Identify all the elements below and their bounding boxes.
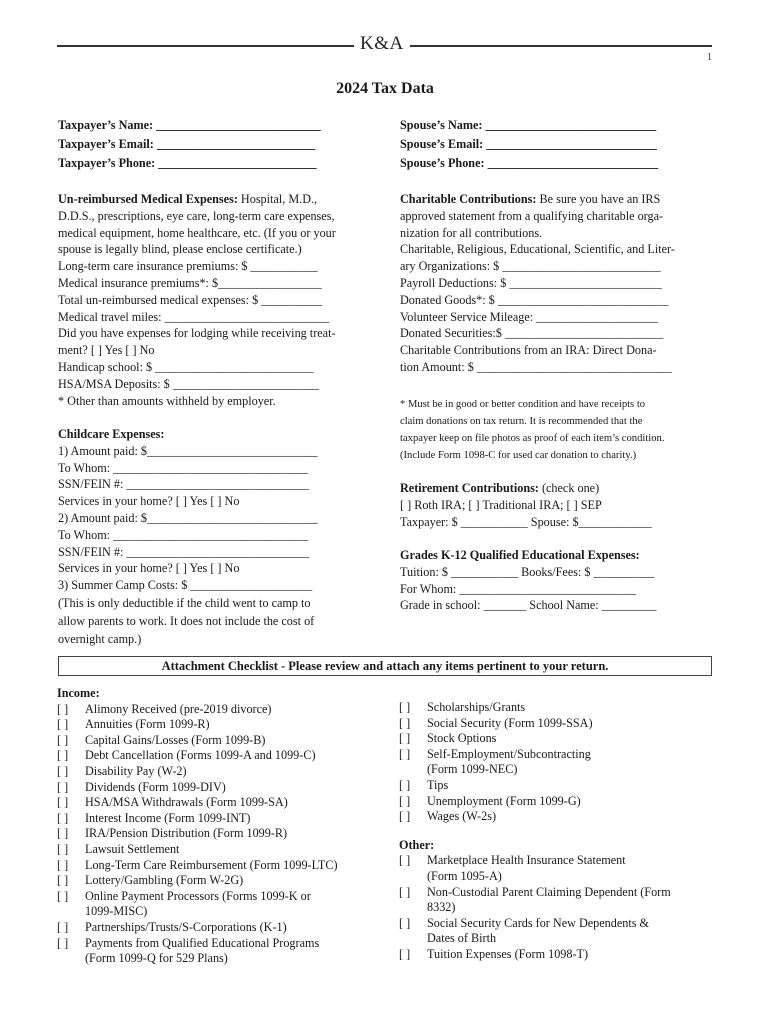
note-line: * Must be in good or better condition and have receipts to bbox=[400, 399, 646, 410]
donated-goods-field[interactable]: Donated Goods*: $ ____________________________ bbox=[400, 292, 669, 307]
checkbox[interactable]: [ ] bbox=[399, 793, 411, 808]
checkbox[interactable]: [ ] bbox=[399, 731, 411, 746]
medical-line: medical equipment, home healthcare, etc. (If you or your bbox=[58, 225, 336, 240]
checklist-item-label: Dates of Birth bbox=[427, 931, 497, 946]
charitable-first-line bbox=[400, 191, 715, 208]
checklist-item-label: IRA/Pension Distribution (Form 1099-R) bbox=[85, 826, 288, 841]
ira-donation-label: Charitable Contributions from an IRA: Direct Dona- bbox=[400, 343, 657, 358]
income-checklist-item[interactable] bbox=[399, 778, 719, 794]
k12-tuition-field[interactable]: Tuition: $ ___________ Books/Fees: $ __________ bbox=[400, 564, 655, 579]
checkbox[interactable]: [ ] bbox=[399, 715, 411, 730]
company-logo: K&A bbox=[360, 33, 404, 54]
income-checklist-item[interactable] bbox=[57, 795, 387, 811]
other-checklist-item[interactable] bbox=[399, 853, 719, 884]
header-rule-left bbox=[57, 45, 354, 47]
checkbox[interactable]: [ ] bbox=[57, 763, 69, 778]
other-checklist-item[interactable] bbox=[399, 916, 719, 947]
retirement-heading-line bbox=[400, 480, 715, 497]
hsa-msa-field[interactable]: HSA/MSA Deposits: $ ________________________ bbox=[58, 376, 320, 391]
other-heading: Other: bbox=[399, 837, 435, 852]
checklist-item-label: HSA/MSA Withdrawals (Form 1099-SA) bbox=[85, 795, 288, 810]
camp-note: overnight camp.) bbox=[58, 631, 142, 646]
medical-miles-field[interactable]: Medical travel miles: ___________________________ bbox=[58, 309, 330, 324]
donated-securities-field[interactable]: Donated Securities:$ __________________________ bbox=[400, 326, 664, 341]
childcare-home-1-yes-no[interactable]: Services in your home? [ ] Yes [ ] No bbox=[58, 494, 240, 509]
medical-line: spouse is legally blind, please enclose certificate.) bbox=[58, 242, 302, 257]
medical-section bbox=[58, 191, 388, 409]
income-checklist-item[interactable] bbox=[57, 842, 387, 858]
charitable-section bbox=[400, 191, 715, 376]
checklist-item-label: Unemployment (Form 1099-G) bbox=[427, 793, 581, 808]
checklist-banner: Attachment Checklist - Please review and attach any items pertinent to your return. bbox=[58, 656, 712, 676]
retirement-heading: Retirement Contributions: bbox=[400, 481, 539, 495]
checklist-item-label: Payments from Qualified Educational Programs bbox=[85, 935, 320, 950]
childcare-section bbox=[58, 426, 388, 648]
charitable-intro: Be sure you have an IRS bbox=[536, 192, 661, 206]
childcare-ssn-2-field[interactable]: SSN/FEIN #: ______________________________ bbox=[58, 544, 310, 559]
income-checklist-item[interactable] bbox=[57, 858, 387, 874]
checkbox[interactable]: [ ] bbox=[57, 810, 69, 825]
checklist-item-label: Online Payment Processors (Forms 1099-K or bbox=[85, 888, 311, 903]
checklist-item-label: Tuition Expenses (Form 1098-T) bbox=[427, 946, 589, 961]
checklist-item-label: Self-Employment/Subcontracting bbox=[427, 746, 591, 761]
childcare-whom-2-field[interactable]: To Whom: ________________________________ bbox=[58, 527, 309, 542]
checkbox[interactable]: [ ] bbox=[57, 795, 69, 810]
income-heading: Income: bbox=[57, 686, 100, 700]
checkbox[interactable]: [ ] bbox=[57, 701, 69, 716]
charitable-line: nization for all contributions. bbox=[400, 225, 543, 240]
checkbox[interactable]: [ ] bbox=[57, 841, 69, 856]
taxpayer-phone-field[interactable]: Taxpayer’s Phone: __________________________ bbox=[58, 156, 317, 170]
note-line: claim donations on tax return. It is recommended that the bbox=[400, 416, 643, 427]
childcare-ssn-1-field[interactable]: SSN/FEIN #: ______________________________ bbox=[58, 477, 310, 492]
childcare-home-2-yes-no[interactable]: Services in your home? [ ] Yes [ ] No bbox=[58, 561, 240, 576]
charitable-heading: Charitable Contributions: bbox=[400, 192, 537, 206]
checkbox[interactable]: [ ] bbox=[57, 826, 69, 841]
checklist-item-label: Dividends (Form 1099-DIV) bbox=[85, 779, 226, 794]
page-number: 1 bbox=[707, 52, 712, 63]
checklist-item-label: (Form 1099-Q for 529 Plans) bbox=[85, 951, 228, 966]
spouse-email-field[interactable]: Spouse’s Email: ____________________________ bbox=[400, 137, 657, 151]
camp-note: allow parents to work. It does not include the cost of bbox=[58, 613, 315, 628]
checklist-item-label: Lottery/Gambling (Form W-2G) bbox=[85, 873, 244, 888]
childcare-amount-1-field[interactable]: 1) Amount paid: $____________________________ bbox=[58, 443, 318, 458]
income-checklist-item[interactable] bbox=[399, 700, 719, 716]
volunteer-mileage-field[interactable]: Volunteer Service Mileage: ____________________ bbox=[400, 309, 659, 324]
medical-footnote: * Other than amounts withheld by employer. bbox=[58, 393, 276, 408]
checkbox[interactable]: [ ] bbox=[57, 919, 69, 934]
other-checklist-item[interactable] bbox=[399, 947, 719, 963]
checklist-item-label: (Form 1095-A) bbox=[427, 868, 502, 883]
charitable-orgs-field[interactable]: ary Organizations: $ __________________________ bbox=[400, 259, 661, 274]
childcare-heading: Childcare Expenses: bbox=[58, 427, 165, 441]
payroll-deductions-field[interactable]: Payroll Deductions: $ _________________________ bbox=[400, 275, 662, 290]
checkbox[interactable]: [ ] bbox=[57, 748, 69, 763]
page-title: 2024 Tax Data bbox=[336, 80, 434, 97]
retirement-heading-suffix: (check one) bbox=[538, 481, 600, 495]
ltc-premiums-field[interactable]: Long-term care insurance premiums: $ ___________ bbox=[58, 259, 318, 274]
checklist-item-label: Debt Cancellation (Forms 1099-A and 1099-C) bbox=[85, 748, 316, 763]
header-rule-right bbox=[410, 45, 712, 47]
checklist-item-label: Social Security (Form 1099-SSA) bbox=[427, 715, 593, 730]
k12-grade-field[interactable]: Grade in school: _______ School Name: _________ bbox=[400, 598, 657, 613]
checkbox[interactable]: [ ] bbox=[57, 935, 69, 950]
checklist-item-label: Partnerships/Trusts/S-Corporations (K-1) bbox=[85, 919, 287, 934]
income-checklist-item[interactable] bbox=[57, 764, 387, 780]
childcare-amount-2-field[interactable]: 2) Amount paid: $____________________________ bbox=[58, 510, 318, 525]
income-checklist-item[interactable] bbox=[57, 748, 387, 764]
checkbox[interactable]: [ ] bbox=[57, 779, 69, 794]
taxpayer-name-field[interactable]: Taxpayer’s Name: ___________________________ bbox=[58, 118, 321, 132]
income-checklist-item[interactable] bbox=[57, 873, 387, 889]
checkbox[interactable]: [ ] bbox=[57, 732, 69, 747]
checkbox[interactable]: [ ] bbox=[399, 777, 411, 792]
checklist-item-label: Lawsuit Settlement bbox=[85, 841, 180, 856]
income-checklist-item[interactable] bbox=[57, 733, 387, 749]
checklist-item-label: Non-Custodial Parent Claiming Dependent (Form bbox=[427, 884, 671, 899]
spouse-name-field[interactable]: Spouse’s Name: ____________________________ bbox=[400, 118, 657, 132]
checkbox[interactable]: [ ] bbox=[399, 915, 411, 930]
checkbox[interactable]: [ ] bbox=[399, 809, 411, 824]
checklist-item-label: (Form 1099-NEC) bbox=[427, 762, 518, 777]
note-line: (Include Form 1098-C for used car donation to charity.) bbox=[400, 450, 637, 461]
retirement-section bbox=[400, 480, 715, 530]
checklist-item-label: Wages (W-2s) bbox=[427, 809, 497, 824]
checkbox[interactable]: [ ] bbox=[57, 873, 69, 888]
checklist-item-label: 8332) bbox=[427, 900, 456, 915]
summer-camp-field[interactable]: 3) Summer Camp Costs: $ ____________________ bbox=[58, 578, 313, 593]
checkbox[interactable]: [ ] bbox=[57, 717, 69, 732]
note-line: taxpayer keep on file photos as proof of each item’s condition. bbox=[400, 433, 665, 444]
total-medical-field[interactable]: Total un-reimbursed medical expenses: $ __________ bbox=[58, 292, 323, 307]
k12-heading: Grades K-12 Qualified Educational Expenses: bbox=[400, 548, 640, 562]
handicap-school-field[interactable]: Handicap school: $ __________________________ bbox=[58, 359, 314, 374]
checklist-item-label: Marketplace Health Insurance Statement bbox=[427, 853, 626, 868]
income-checklist-item[interactable] bbox=[57, 936, 387, 967]
checkbox[interactable]: [ ] bbox=[399, 700, 411, 714]
camp-note: (This is only deductible if the child went to camp to bbox=[58, 595, 311, 610]
k12-section bbox=[400, 547, 715, 614]
checkbox[interactable]: [ ] bbox=[399, 946, 411, 961]
lodging-question: Did you have expenses for lodging while receiving treat- bbox=[58, 326, 336, 341]
income-checklist-item[interactable] bbox=[57, 780, 387, 796]
income-checklist-item[interactable] bbox=[57, 811, 387, 827]
checkbox[interactable]: [ ] bbox=[57, 888, 69, 903]
ira-donation-field[interactable]: tion Amount: $ ________________________________ bbox=[400, 359, 672, 374]
medical-heading: Un-reimbursed Medical Expenses: bbox=[58, 192, 238, 206]
checklist-item-label: Tips bbox=[427, 777, 449, 792]
checklist-item-label: Interest Income (Form 1099-INT) bbox=[85, 810, 251, 825]
checklist-item-label: Stock Options bbox=[427, 731, 497, 746]
retirement-amounts-field[interactable]: Taxpayer: $ ___________ Spouse: $____________ bbox=[400, 514, 652, 529]
charitable-line: approved statement from a qualifying charitable orga- bbox=[400, 208, 664, 223]
income-list-right bbox=[399, 700, 719, 963]
checklist-item-label: Social Security Cards for New Dependents & bbox=[427, 915, 650, 930]
checklist-item-label: Scholarships/Grants bbox=[427, 700, 526, 714]
checkbox[interactable]: [ ] bbox=[57, 857, 69, 872]
checklist-item-label: Annuities (Form 1099-R) bbox=[85, 717, 210, 732]
charitable-line: Charitable, Religious, Educational, Scientific, and Liter- bbox=[400, 242, 675, 257]
income-checklist-item[interactable] bbox=[399, 716, 719, 732]
checklist-item-label: Long-Term Care Reimbursement (Form 1099-LTC) bbox=[85, 857, 338, 872]
checkbox[interactable]: [ ] bbox=[399, 853, 411, 868]
medical-premiums-field[interactable]: Medical insurance premiums*: $_________________ bbox=[58, 275, 322, 290]
lodging-yes-no[interactable]: ment? [ ] Yes [ ] No bbox=[58, 343, 155, 358]
medical-line: D.D.S., prescriptions, eye care, long-term care expenses, bbox=[58, 208, 335, 223]
income-checklist-item[interactable] bbox=[57, 826, 387, 842]
retirement-type-options[interactable]: [ ] Roth IRA; [ ] Traditional IRA; [ ] SEP bbox=[400, 497, 602, 512]
income-checklist-item[interactable] bbox=[57, 889, 387, 920]
checklist-item-label: 1099-MISC) bbox=[85, 904, 148, 919]
medical-first-line bbox=[58, 191, 388, 208]
charitable-note bbox=[400, 396, 664, 464]
checkbox[interactable]: [ ] bbox=[399, 746, 411, 761]
spouse-phone-field[interactable]: Spouse’s Phone: ____________________________ bbox=[400, 156, 659, 170]
income-checklist-item[interactable] bbox=[57, 920, 387, 936]
checkbox[interactable]: [ ] bbox=[399, 884, 411, 899]
other-checklist-item[interactable] bbox=[399, 885, 719, 916]
income-list bbox=[57, 686, 387, 967]
taxpayer-email-field[interactable]: Taxpayer’s Email: __________________________ bbox=[58, 137, 316, 151]
childcare-whom-1-field[interactable]: To Whom: ________________________________ bbox=[58, 460, 309, 475]
checklist-item-label: Disability Pay (W-2) bbox=[85, 763, 187, 778]
k12-whom-field[interactable]: For Whom: _____________________________ bbox=[400, 581, 637, 596]
checklist-item-label: Capital Gains/Losses (Form 1099-B) bbox=[85, 732, 266, 747]
medical-intro: Hospital, M.D., bbox=[237, 192, 318, 206]
income-checklist-item[interactable] bbox=[399, 794, 719, 810]
income-checklist-item[interactable] bbox=[399, 731, 719, 747]
income-checklist-item[interactable] bbox=[399, 747, 719, 778]
checklist-item-label: Alimony Received (pre-2019 divorce) bbox=[85, 701, 272, 716]
income-checklist-item[interactable] bbox=[399, 809, 719, 825]
income-checklist-item[interactable] bbox=[57, 702, 387, 718]
income-checklist-item[interactable] bbox=[57, 717, 387, 733]
